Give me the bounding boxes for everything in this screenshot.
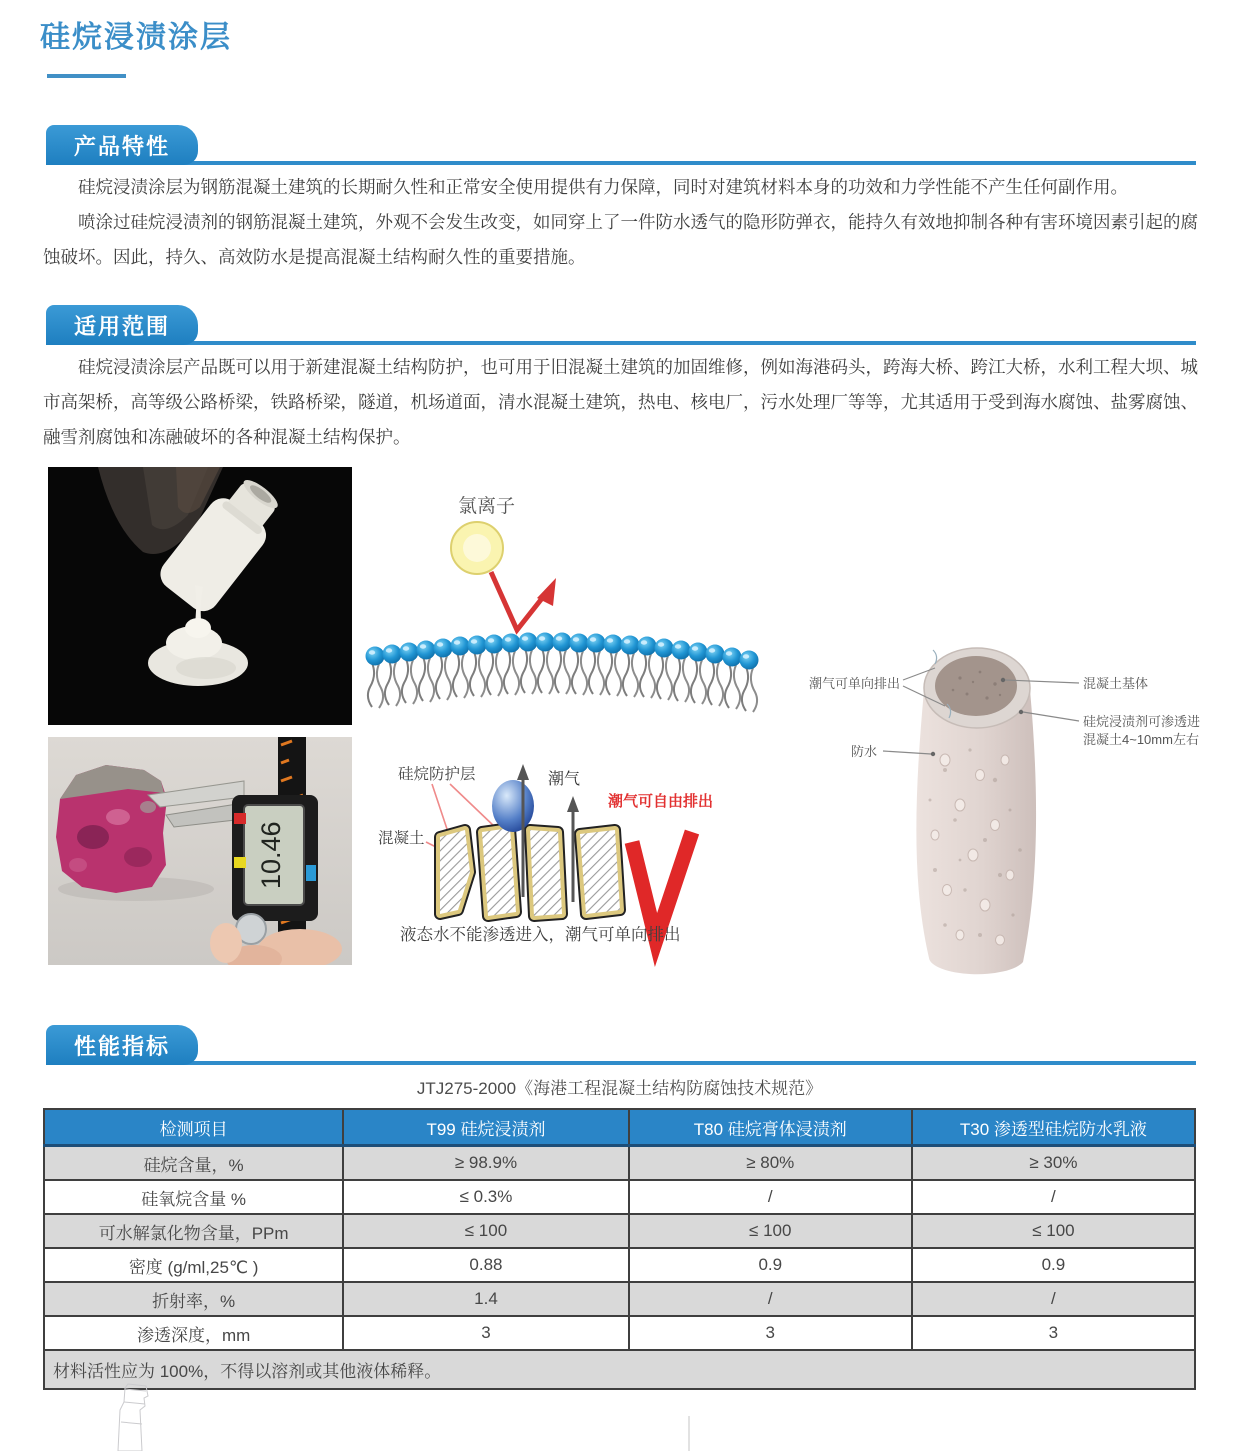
- features-para-1: 硅烷浸渍涂层为钢筋混凝土建筑的长期耐久性和正常安全使用提供有力保障，同时对建筑材料本身的功效和力学性能不产生任何副作用。: [78, 177, 1128, 197]
- dyed-concrete-block: [56, 765, 167, 893]
- scope-para: 硅烷浸渍涂层产品既可以用于新建混凝土结构防护，也可用于旧混凝土建筑的加固维修，例如海港码头，跨海大桥、跨江大桥，水利工程大坝、城市高架桥，高等级公路桥梁，铁路桥梁，隧道，机场道面，清水混凝土建筑，热电、核电厂，污水处理厂等等，尤其适用于受到海水腐蚀、盐雾腐蚀、融雪剂腐蚀和冻融破坏的各种混凝土结构保护。: [43, 357, 1198, 447]
- cell-value: ≤ 100: [629, 1214, 912, 1248]
- bottle-sketch-icon: [98, 1382, 168, 1451]
- red-check-icon: [632, 832, 692, 940]
- header-test-item: 检测项目: [44, 1109, 343, 1146]
- performance-table: [43, 1108, 1196, 1390]
- membrane-diagram: [370, 742, 782, 980]
- moisture-label: 潮气: [548, 771, 581, 788]
- section-tab-performance: 性能指标: [46, 1025, 198, 1065]
- section-rule-features: [46, 161, 1196, 165]
- cylinder-diagram: [795, 620, 1225, 995]
- pouring-bottle-photo: [48, 467, 352, 730]
- concrete-teeth-with-silane-layer: [440, 828, 620, 916]
- chloride-ion-diagram: [365, 470, 765, 725]
- section-rule-performance: [46, 1061, 1196, 1065]
- section-tab-scope: 适用范围: [46, 305, 198, 345]
- cylinder-illustration: [795, 620, 1225, 990]
- cell-value: 0.88: [343, 1248, 628, 1282]
- chloride-ion-icon: [451, 522, 503, 574]
- table-row: [44, 1146, 1195, 1181]
- cell-item: 密度 (g/ml,25℃ ): [44, 1248, 343, 1282]
- cell-item: 折射率，%: [44, 1282, 343, 1316]
- cell-value: 3: [629, 1316, 912, 1350]
- chloride-ion-illustration: [365, 470, 765, 720]
- cylinder-top: [924, 648, 1030, 728]
- ion-label: 氯离子: [458, 496, 516, 517]
- cylinder-body: [916, 690, 1036, 974]
- membrane-caption: 液态水不能渗透进入，潮气可单向排出: [400, 926, 681, 944]
- cell-value: ≥ 80%: [629, 1146, 912, 1181]
- free-exit-label: 潮气可自由排出: [608, 793, 714, 810]
- cell-value: ≥ 98.9%: [343, 1146, 628, 1181]
- caliper-illustration: [48, 737, 352, 965]
- cell-value: /: [912, 1282, 1195, 1316]
- table-row: [44, 1248, 1195, 1282]
- header-t80: T80 硅烷膏体浸渍剂: [629, 1109, 912, 1146]
- table-header-row: [44, 1109, 1195, 1146]
- table-footnote: 材料活性应为 100%，不得以溶剂或其他液体稀释。: [44, 1350, 1195, 1389]
- header-t30: T30 渗透型硅烷防水乳液: [912, 1109, 1195, 1146]
- yellow-button: [234, 857, 246, 868]
- silane-molecule-row: [366, 633, 759, 713]
- cell-item: 硅氧烷含量 %: [44, 1180, 343, 1214]
- features-paragraphs: [43, 170, 1198, 275]
- cell-item: 渗透深度，mm: [44, 1316, 343, 1350]
- membrane-illustration: [370, 742, 782, 975]
- cell-value: /: [629, 1282, 912, 1316]
- penetrate-label-2: 混凝土4~10mm左右: [1083, 732, 1199, 747]
- cell-value: ≤ 100: [912, 1214, 1195, 1248]
- table-row: [44, 1180, 1195, 1214]
- cell-value: ≤ 100: [343, 1214, 628, 1248]
- standard-reference: JTJ275-2000《海港工程混凝土结构防腐蚀技术规范》: [416, 1079, 823, 1098]
- cell-item: 可水解氯化物含量，PPm: [44, 1214, 343, 1248]
- bounce-arrow-icon: [491, 572, 556, 630]
- cell-value: 3: [912, 1316, 1195, 1350]
- matrix-label: 混凝土基体: [1083, 676, 1149, 691]
- penetrate-label-1: 硅烷浸渍剂可渗透进: [1083, 714, 1201, 729]
- page-title: 硅烷浸渍涂层: [40, 21, 232, 54]
- blue-button: [306, 865, 316, 881]
- layer-label: 硅烷防护层: [398, 766, 476, 783]
- concrete-label: 混凝土: [378, 830, 425, 847]
- oneway-label: 潮气可单向排出: [809, 676, 901, 691]
- section-tab-features: 产品特性: [46, 125, 198, 165]
- waterproof-label: 防水: [851, 744, 878, 759]
- cell-value: ≤ 0.3%: [343, 1180, 628, 1214]
- pouring-bottle-illustration: [48, 467, 352, 725]
- water-droplet-icon: [492, 780, 534, 832]
- cell-value: 1.4: [343, 1282, 628, 1316]
- table-row: [44, 1316, 1195, 1350]
- cell-item: 硅烷含量，%: [44, 1146, 343, 1181]
- faint-vertical-mark: [688, 1416, 690, 1451]
- cell-value: /: [629, 1180, 912, 1214]
- bottle-sketch-watermark: [98, 1382, 168, 1456]
- caliper-body: [232, 795, 318, 921]
- cell-value: /: [912, 1180, 1195, 1214]
- header-t99: T99 硅烷浸渍剂: [343, 1109, 628, 1146]
- red-button: [234, 813, 246, 824]
- cell-value: 0.9: [912, 1248, 1195, 1282]
- cell-value: ≥ 30%: [912, 1146, 1195, 1181]
- title-underline: [47, 74, 126, 78]
- caliper-photo: [48, 737, 352, 970]
- cell-value: 3: [343, 1316, 628, 1350]
- table-footnote-row: [44, 1350, 1195, 1389]
- scope-paragraphs: [43, 350, 1198, 455]
- table-row: [44, 1282, 1195, 1316]
- section-rule-scope: [46, 341, 1196, 345]
- cell-value: 0.9: [629, 1248, 912, 1282]
- features-para-2: 喷涂过硅烷浸渍剂的钢筋混凝土建筑，外观不会发生改变，如同穿上了一件防水透气的隐形防弹衣，能持久有效地抑制各种有害环境因素引起的腐蚀破坏。因此，持久、高效防水是提高混凝土结构耐久性的重要措施。: [43, 212, 1198, 267]
- caliper-display-value: 10.46: [256, 821, 286, 889]
- table-row: [44, 1214, 1195, 1248]
